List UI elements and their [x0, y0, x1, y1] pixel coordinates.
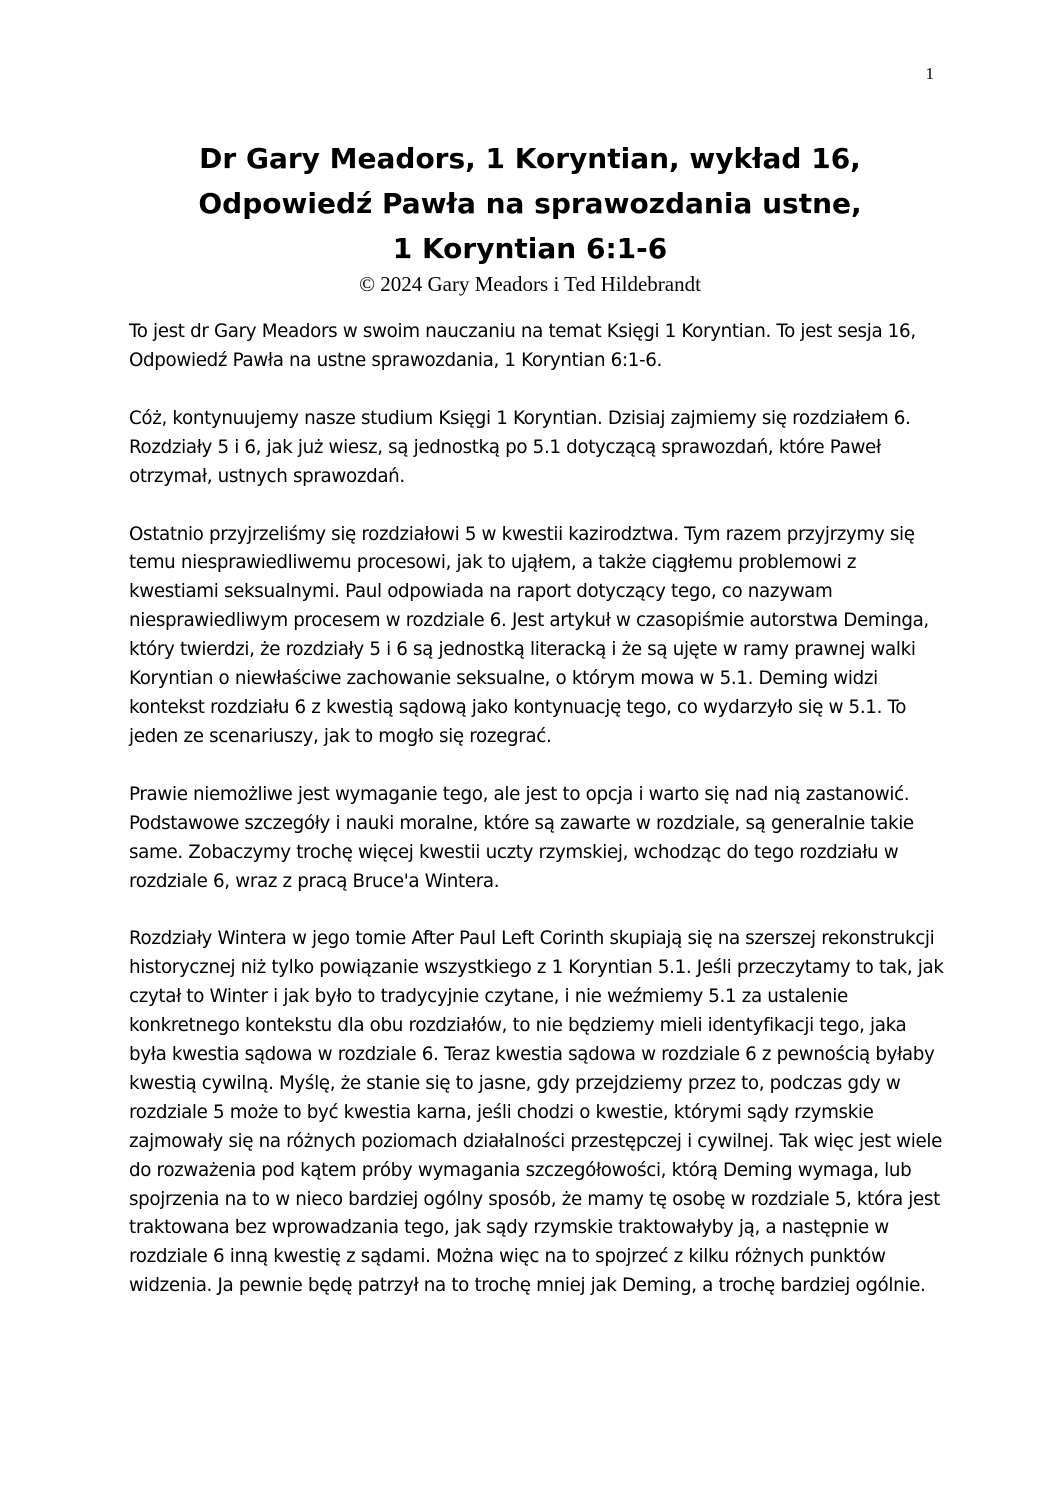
page-number: 1: [925, 64, 934, 83]
paragraph-2: Cóż, kontynuujemy nasze studium Księgi 1 Koryntian. Dzisiaj zajmiemy się rozdziałem 6. Rozdziały 5 i 6, jak już wiesz, są jednostką po 5.1 dotyczącą sprawozdań, które Paweł otrzymał, ustnych sprawozdań.: [129, 407, 911, 487]
title-line-2: Odpowiedź Pawła na sprawozdania ustne,: [198, 187, 862, 220]
title-line-3: 1 Koryntian 6:1-6: [392, 232, 668, 265]
title-block: [100, 136, 960, 297]
body-text: [129, 318, 949, 1330]
copyright-line: © 2024 Gary Meadors i Ted Hildebrandt: [359, 272, 701, 296]
title-line-1: Dr Gary Meadors, 1 Koryntian, wykład 16,: [199, 142, 861, 175]
paragraph-4: Prawie niemożliwe jest wymaganie tego, ale jest to opcja i warto się nad nią zastanowić. Podstawowe szczegóły i nauki moralne, które są zawarte w rozdziale, są generalnie takie same. Zobaczymy trochę więcej kwestii uczty rzymskiej, wchodząc do tego rozdziału w rozdziale 6, wraz z pracą Bruce'a Wintera.: [129, 783, 914, 892]
paragraph-5: Rozdziały Wintera w jego tomie After Paul Left Corinth skupiają się na szerszej rekonstrukcji historycznej niż tylko powiązanie wszystkiego z 1 Koryntian 5.1. Jeśli przeczytamy to tak, jak czytał to Winter i jak było to tradycyjnie czytane, i nie weźmiemy 5.1 za ustalenie konkretnego kontekstu dla obu rozdziałów, to nie będziemy mieli identyfikacji tego, jaka była kwestia sądowa w rozdziale 6. Teraz kwestia sądowa w rozdziale 6 z pewnością byłaby kwestią cywilną. Myślę, że stanie się to jasne, gdy przejdziemy przez to, podczas gdy w rozdziale 5 może to być kwestia karna, jeśli chodzi o kwestie, którymi sądy rzymskie zajmowały się na różnych poziomach działalności przestępczej i cywilnej. Tak więc jest wiele do rozważenia pod kątem próby wymagania szczegółowości, którą Deming wymaga, lub spojrzenia na to w nieco bardziej ogólny sposób, że mamy tę osobę w rozdziale 5, która jest traktowana bez wprowadzania tego, jak sądy rzymskie traktowałyby ją, a następnie w rozdziale 6 inną kwestię z sądami. Można więc na to spojrzeć z kilku różnych punktów widzenia. Ja pewnie będę patrzył na to trochę mniej jak Deming, a trochę bardziej ogólnie.: [129, 928, 944, 1297]
paragraph-3: Ostatnio przyjrzeliśmy się rozdziałowi 5 w kwestii kazirodztwa. Tym razem przyjrzymy się temu niesprawiedliwemu procesowi, jak to ująłem, a także ciągłemu problemowi z kwestiami seksualnymi. Paul odpowiada na raport dotyczący tego, co nazywam niesprawiedliwym procesem w rozdziale 6. Jest artykuł w czasopiśmie autorstwa Deminga, który twierdzi, że rozdziały 5 i 6 są jednostką literacką i że są ujęte w ramy prawnej walki Koryntian o niewłaściwe zachowanie seksualne, o którym mowa w 5.1. Deming widzi kontekst rozdziału 6 z kwestią sądową jako kontynuację tego, co wydarzyło się w 5.1. To jeden ze scenariuszy, jak to mogło się rozegrać.: [129, 523, 929, 747]
paragraph-1: To jest dr Gary Meadors w swoim nauczaniu na temat Księgi 1 Koryntian. To jest sesja 16, Odpowiedź Pawła na ustne sprawozdania, 1 Koryntian 6:1-6.: [129, 321, 916, 371]
